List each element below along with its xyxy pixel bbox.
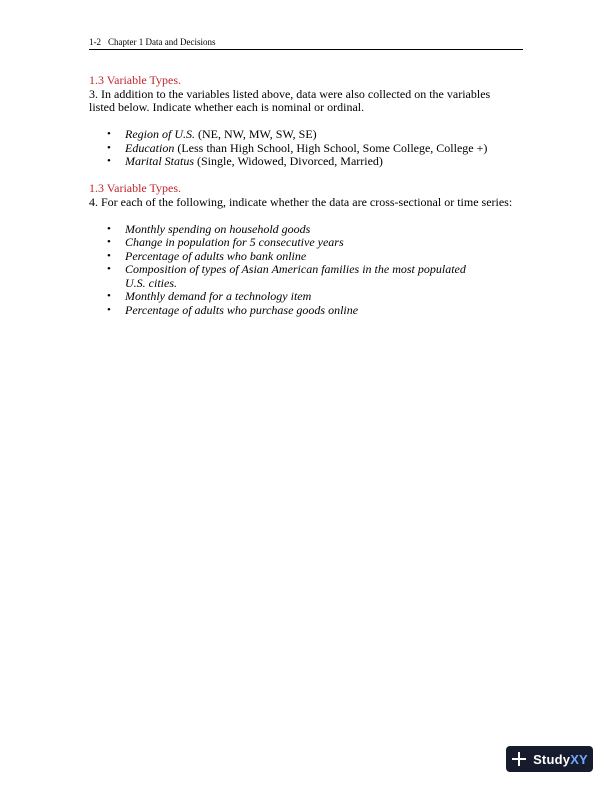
q4-text: 4. For each of the following, indicate whether the data are cross-sectional or time series:	[89, 194, 513, 209]
bullet-icon: •	[107, 236, 111, 248]
page-content	[89, 74, 529, 317]
chapter-title: Chapter 1 Data and Decisions	[108, 37, 216, 47]
page-header	[89, 37, 523, 50]
list-item	[89, 155, 529, 169]
variable-name: Region of U.S.	[125, 127, 195, 141]
item-text: Percentage of adults who purchase goods online	[125, 302, 359, 317]
list-item	[89, 304, 529, 318]
q3-section-heading: 1.3 Variable Types.	[89, 73, 182, 87]
variable-detail: (Single, Widowed, Divorced, Married)	[194, 154, 383, 168]
studyxy-badge[interactable]	[506, 746, 593, 772]
q4-data-list	[89, 223, 529, 318]
item-text: Composition of types of Asian American families in the most populated U.S. cities.	[125, 262, 466, 290]
brand-accent: XY	[570, 751, 588, 767]
item-text: Monthly demand for a technology item	[125, 289, 312, 303]
variable-detail: (NE, NW, MW, SW, SE)	[195, 127, 317, 141]
bullet-icon: •	[107, 128, 111, 140]
bullet-icon: •	[107, 155, 111, 167]
bullet-icon: •	[107, 303, 111, 316]
q3-text-line1: 3. In addition to the variables listed above, data were also collected on the variables	[89, 86, 491, 101]
item-text: Monthly spending on household goods	[125, 221, 311, 236]
bullet-icon: •	[107, 263, 111, 275]
list-item	[89, 290, 529, 304]
brand-logo-text	[533, 752, 588, 767]
list-item	[89, 236, 529, 250]
brand-main: Study	[533, 751, 571, 767]
list-item	[89, 263, 529, 290]
plus-icon	[511, 751, 527, 767]
bullet-icon: •	[107, 249, 111, 262]
list-item	[89, 223, 529, 237]
page-number: 1-2	[89, 37, 101, 47]
list-item	[89, 250, 529, 264]
bullet-icon: •	[107, 290, 111, 302]
q3-text-line2: listed below. Indicate whether each is nominal or ordinal.	[89, 100, 365, 114]
bullet-icon: •	[107, 141, 111, 154]
item-text: Percentage of adults who bank online	[125, 248, 307, 263]
bullet-icon: •	[107, 222, 111, 235]
q3-variable-list	[89, 128, 529, 169]
list-item	[89, 142, 529, 156]
variable-name: Marital Status	[125, 154, 195, 168]
variable-detail: (Less than High School, High School, Some College, College +)	[174, 140, 488, 155]
variable-name: Education	[125, 140, 175, 155]
list-item	[89, 128, 529, 142]
q4-section-heading: 1.3 Variable Types.	[89, 181, 182, 195]
item-text: Change in population for 5 consecutive years	[125, 235, 344, 249]
